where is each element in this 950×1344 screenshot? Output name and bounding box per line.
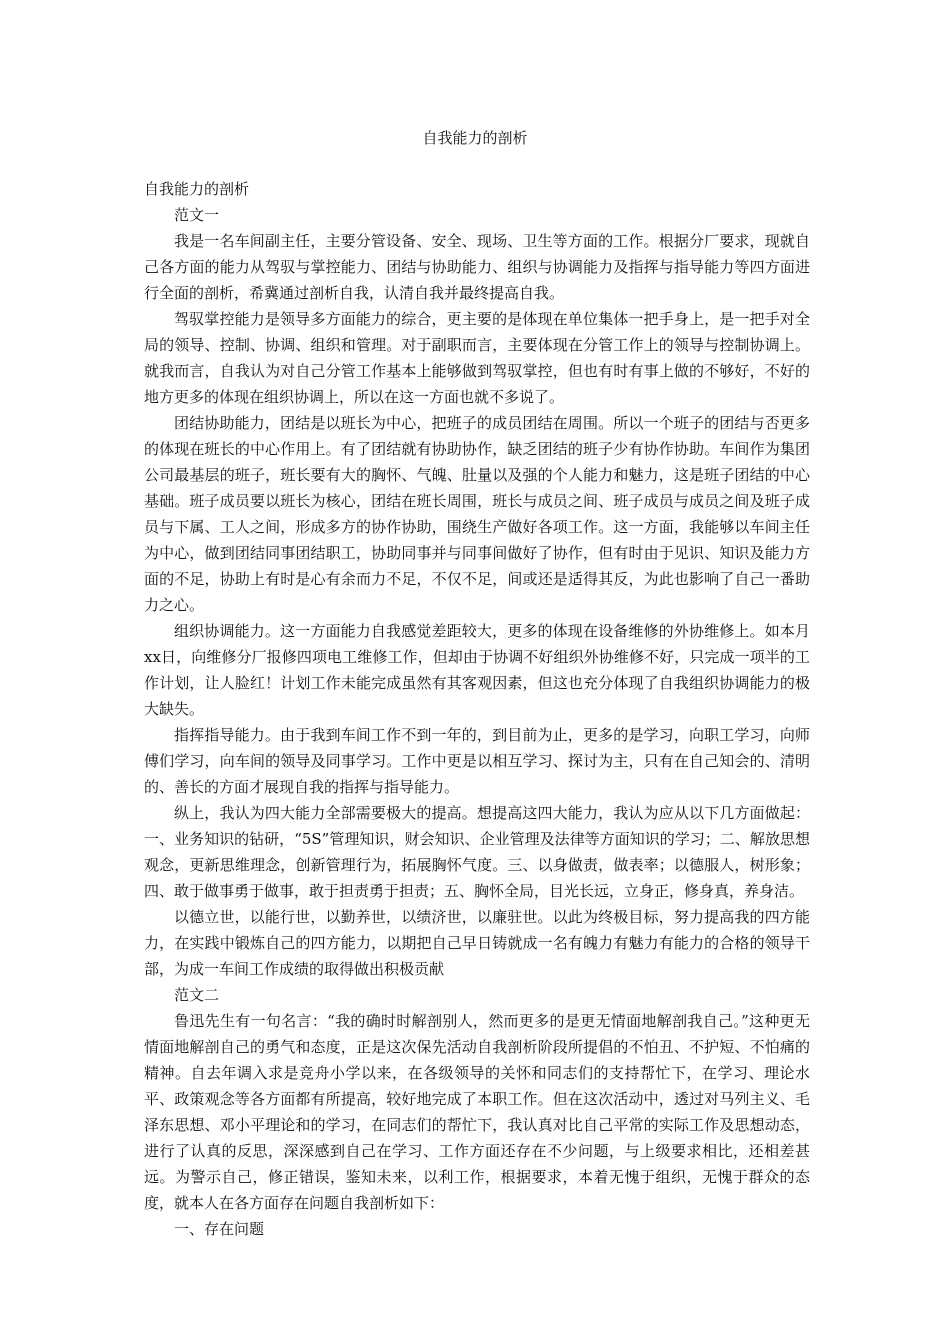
document-subtitle: 自我能力的剖析: [144, 180, 250, 198]
section-heading-sample-2: 范文二: [174, 986, 220, 1004]
paragraph-control-ability: 驾驭掌控能力是领导多方面能力的综合，更主要的是体现在单位集体一把手身上，是一把手对全局的领导、控制、协调、组织和管理。对于副职而言，主要体现在分管工作上的领导与控制协调上。就我而言，自我认为对自己分管工作基本上能够做到驾驭掌控，但也有时有事上做的不够好，不好的地方更多的体现在组织协调上，所以在这一方面也就不多说了。: [144, 310, 810, 406]
document-title: 自我能力的剖析: [422, 129, 528, 147]
section-heading-sample-1: 范文一: [174, 206, 220, 224]
section-heading-problems: 一、存在问题: [174, 1220, 265, 1238]
paragraph-luxun-quote: 鲁迅先生有一句名言：“我的确时时解剖别人，然而更多的是更无情面地解剖我自己。”这种更无情面地解剖自己的勇气和态度，正是这次保先活动自我剖析阶段所提倡的不怕丑、不护短、不怕痛的精神。自去年调入求是竞舟小学以来，在各级领导的关怀和同志们的支持帮忙下，在学习、理论水平、政策观念等各方面都有所提高，较好地完成了本职工作。但在这次活动中，透过对马列主义、毛泽东思想、邓小平理论和的学习，在同志们的帮忙下，我认真对比自己平常的实际工作及思想动态，进行了认真的反思，深深感到自己在学习、工作方面还存在不少问题，与上级要求相比，还相差甚远。为警示自己，修正错误，鉴知未来，以利工作，根据要求，本着无愧于组织，无愧于群众的态度，就本人在各方面存在问题自我剖析如下：: [144, 1012, 810, 1212]
paragraph-summary: 纵上，我认为四大能力全部需要极大的提高。想提高这四大能力，我认为应从以下几方面做起：一、业务知识的钻研，“5S”管理知识，财会知识、企业管理及法律等方面知识的学习；二、解放思想观念，更新思维理念，创新管理行为，拓展胸怀气度。三、以身做责，做表率；以德服人，树形象；四、敢于做事勇于做事，敢于担责勇于担责；五、胸怀全局，目光长远，立身正，修身真，养身洁。: [144, 804, 810, 900]
paragraph-intro: 我是一名车间副主任，主要分管设备、安全、现场、卫生等方面的工作。根据分厂要求，现就自己各方面的能力从驾驭与掌控能力、团结与协助能力、组织与协调能力及指挥与指导能力等四方面进行全面的剖析，希冀通过剖析自我，认清自我并最终提高自我。: [144, 232, 810, 302]
paragraph-organize-ability: 组织协调能力。这一方面能力自我感觉差距较大，更多的体现在设备维修的外协维修上。如本月xx日，向维修分厂报修四项电工维修工作，但却由于协调不好组织外协维修不好，只完成一项半的工作计划，让人脸红！计划工作未能完成虽然有其客观因素，但这也充分体现了自我组织协调能力的极大缺失。: [144, 622, 810, 718]
paragraph-command-ability: 指挥指导能力。由于我到车间工作不到一年的，到目前为止，更多的是学习，向职工学习，向师傅们学习，向车间的领导及同事学习。工作中更是以相互学习、探讨为主，只有在自己知会的、清明的、善长的方面才展现自我的指挥与指导能力。: [144, 726, 810, 796]
document-body: [144, 176, 810, 1242]
paragraph-unity-ability: 团结协助能力，团结是以班长为中心，把班子的成员团结在周围。所以一个班子的团结与否更多的体现在班长的中心作用上。有了团结就有协助协作，缺乏团结的班子少有协作协助。车间作为集团公司最基层的班子，班长要有大的胸怀、气魄、肚量以及强的个人能力和魅力，这是班子团结的中心基础。班子成员要以班长为核心，团结在班长周围，班长与成员之间、班子成员与成员之间及班子成员与下属、工人之间，形成多方的协作协助，围绕生产做好各项工作。这一方面，我能够以车间主任为中心，做到团结同事团结职工，协助同事并与同事间做好了协作，但有时由于见识、知识及能力方面的不足，协助上有时是心有余而力不足，不仅不足，间或还是适得其反，为此也影响了自己一番助力之心。: [144, 414, 810, 614]
paragraph-goal: 以德立世，以能行世，以勤养世，以绩济世，以廉驻世。以此为终极目标，努力提高我的四方能力，在实践中锻炼自己的四方能力，以期把自己早日铸就成一名有魄力有魅力有能力的合格的领导干部，为成一车间工作成绩的取得做出积极贡献: [144, 908, 810, 978]
